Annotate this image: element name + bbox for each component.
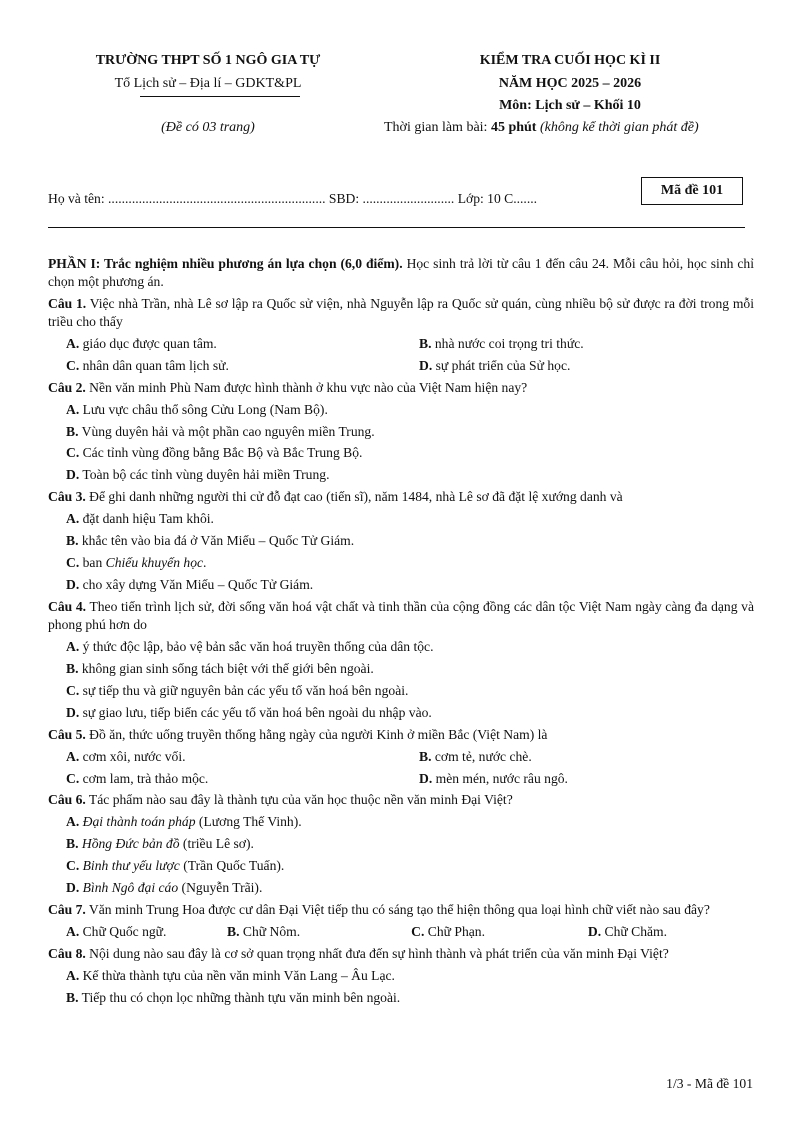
answer-option[interactable] <box>66 424 375 439</box>
option-key: C. <box>66 445 80 461</box>
option-row <box>48 770 754 788</box>
option-cell <box>393 923 570 941</box>
question-text: Nền văn minh Phù Nam được hình thành ở khu vực nào của Việt Nam hiện nay? <box>85 379 528 395</box>
exam-subject: Môn: Lịch sử – Khối 10 <box>499 98 641 113</box>
option-cell <box>401 770 754 788</box>
option-cell <box>48 748 401 766</box>
option-key: D. <box>66 880 80 896</box>
answer-option[interactable] <box>66 836 254 851</box>
option-italic-text: Chiếu khuyến học <box>105 555 204 571</box>
option-text: cơm lam, trà thảo mộc. <box>79 770 209 786</box>
option-key: A. <box>66 638 80 654</box>
option-line <box>48 660 754 678</box>
question <box>48 945 754 963</box>
option-text: Chữ Phạn. <box>424 924 485 940</box>
option-line <box>48 704 754 722</box>
option-line <box>48 857 754 875</box>
answer-option[interactable] <box>66 358 229 373</box>
answer-option[interactable] <box>66 336 217 351</box>
answer-option[interactable] <box>66 467 329 482</box>
question-list <box>48 295 754 1007</box>
answer-option[interactable] <box>66 880 262 895</box>
option-text: ban <box>79 555 106 571</box>
section-heading <box>48 255 754 291</box>
answer-option[interactable] <box>419 749 532 764</box>
option-row <box>48 335 754 353</box>
option-text: đặt danh hiệu Tam khôi. <box>79 511 214 527</box>
option-cell <box>401 748 754 766</box>
option-line <box>48 576 754 594</box>
exam-content <box>48 255 754 1007</box>
option-italic-text: Hồng Đức bản đồ <box>81 836 180 852</box>
department-underline <box>140 96 300 97</box>
option-key: B. <box>66 533 79 549</box>
option-cell <box>48 770 401 788</box>
option-key: B. <box>419 748 432 764</box>
answer-option[interactable] <box>66 402 328 417</box>
question-number: Câu 7. <box>48 902 86 918</box>
option-text: Lưu vực châu thổ sông Cửu Long (Nam Bộ). <box>79 401 328 417</box>
question-number: Câu 3. <box>48 489 86 505</box>
answer-option[interactable] <box>66 661 374 676</box>
option-line <box>48 813 754 831</box>
option-line <box>48 401 754 419</box>
time-value: 45 phút <box>490 120 537 135</box>
question <box>48 726 754 744</box>
option-text: Chữ Chăm. <box>601 924 668 940</box>
option-text: Chữ Quốc ngữ. <box>79 924 167 940</box>
option-italic-text: Binh thư yếu lược <box>82 858 180 874</box>
question-number: Câu 2. <box>48 379 86 395</box>
answer-option[interactable] <box>227 924 300 939</box>
exam-time <box>384 119 764 137</box>
option-text: giáo dục được quan tâm. <box>79 335 217 351</box>
question <box>48 791 754 809</box>
answer-option[interactable] <box>419 336 584 351</box>
option-key: A. <box>66 511 80 527</box>
answer-option[interactable] <box>66 924 166 939</box>
option-text: mèn mén, nước râu ngô. <box>432 770 568 786</box>
option-line <box>48 682 754 700</box>
option-line <box>48 967 754 985</box>
question-number: Câu 5. <box>48 726 86 742</box>
option-text-after: (triều Lê sơ). <box>179 836 254 852</box>
answer-option[interactable] <box>588 924 667 939</box>
question-text: Tác phẩm nào sau đây là thành tựu của văn học thuộc nền văn minh Đại Việt? <box>85 792 513 808</box>
option-text: Chữ Nôm. <box>239 924 301 940</box>
pages-note: (Đề có 03 trang) <box>161 120 255 135</box>
exam-year: NĂM HỌC 2025 – 2026 <box>498 76 642 91</box>
answer-option[interactable] <box>66 749 186 764</box>
option-text-after: (Nguyễn Trãi). <box>178 880 263 896</box>
option-key: D. <box>66 577 80 593</box>
option-italic-text: Bình Ngô đại cáo <box>82 880 179 896</box>
option-key: A. <box>66 401 80 417</box>
option-cell <box>48 335 401 353</box>
question <box>48 901 754 919</box>
option-text-after: (Lương Thế Vinh). <box>195 814 302 830</box>
question <box>48 379 754 397</box>
option-key: A. <box>66 814 80 830</box>
option-key: B. <box>419 335 432 351</box>
time-label: Thời gian làm bài: <box>384 120 491 135</box>
option-text: Tiếp thu có chọn lọc những thành tựu văn minh bên ngoài. <box>78 989 401 1005</box>
option-key: D. <box>66 467 80 483</box>
option-key: D. <box>419 770 433 786</box>
option-text: cho xây dựng Văn Miếu – Quốc Tử Giám. <box>79 577 314 593</box>
answer-option[interactable] <box>66 968 395 983</box>
option-row <box>48 748 754 766</box>
option-key: C. <box>66 357 80 373</box>
option-line <box>48 554 754 572</box>
answer-option[interactable] <box>66 858 284 873</box>
option-text: nhà nước coi trọng tri thức. <box>431 335 584 351</box>
option-key: A. <box>66 967 80 983</box>
section-title: PHẦN I: Trắc nghiệm nhiều phương án lựa chọn (6,0 điểm). <box>48 256 403 271</box>
question <box>48 295 754 331</box>
answer-option[interactable] <box>419 358 570 373</box>
school-name: TRƯỜNG THPT SỐ 1 NGÔ GIA TỰ <box>95 53 321 68</box>
option-text: cơm tẻ, nước chè. <box>431 748 532 764</box>
option-key: C. <box>66 770 80 786</box>
option-line <box>48 423 754 441</box>
option-text: sự giao lưu, tiếp biến các yếu tố văn hoá bên ngoài du nhập vào. <box>79 704 432 720</box>
option-key: D. <box>587 924 602 940</box>
option-key: A. <box>66 748 80 764</box>
option-line <box>48 638 754 656</box>
student-info-line: Họ và tên: ................................................................ SBD: ........................... Lớp: 10 C....... <box>48 191 538 206</box>
option-key: B. <box>66 989 79 1005</box>
option-text: Các tỉnh vùng đồng bằng Bắc Bộ và Bắc Trung Bộ. <box>79 445 363 461</box>
option-key: D. <box>419 357 433 373</box>
option-cell <box>401 335 754 353</box>
question-number: Câu 6. <box>48 792 86 808</box>
question-text: Nội dung nào sau đây là cơ sở quan trọng nhất đưa đến sự hình thành và phát triển của văn minh Đại Việt? <box>85 946 669 961</box>
question-text: Đồ ăn, thức uống truyền thống hằng ngày của người Kinh ở miền Bắc (Việt Nam) là <box>85 726 548 742</box>
question <box>48 598 754 634</box>
option-text-after: (Trần Quốc Tuấn). <box>179 858 285 874</box>
exam-title: KIỂM TRA CUỐI HỌC KÌ II <box>479 53 661 68</box>
option-text: ý thức độc lập, bảo vệ bản sắc văn hoá truyền thống của dân tộc. <box>79 638 434 654</box>
answer-option[interactable] <box>66 990 400 1005</box>
option-text: nhân dân quan tâm lịch sử. <box>79 357 229 373</box>
option-text: không gian sinh sống tách biệt với thế giới bên ngoài. <box>78 660 374 676</box>
exam-code-box: Mã đề 101 <box>641 177 743 205</box>
option-key: A. <box>66 924 80 940</box>
answer-option[interactable] <box>66 639 434 654</box>
answer-option[interactable] <box>66 814 302 829</box>
option-key: B. <box>66 836 79 852</box>
option-text-after: . <box>203 555 207 571</box>
divider <box>48 227 745 228</box>
answer-option[interactable] <box>66 771 208 786</box>
time-note: (không kể thời gian phát đề) <box>536 120 699 135</box>
question-text: Để ghi danh những người thi cử đỗ đạt cao (tiến sĩ), năm 1484, nhà Lê sơ đã đặt lệ xướng danh và <box>85 489 623 505</box>
answer-option[interactable] <box>419 771 568 786</box>
option-key: C. <box>66 682 80 698</box>
option-cell <box>48 923 209 941</box>
answer-option[interactable] <box>66 577 313 592</box>
option-text: sự tiếp thu và giữ nguyên bản các yếu tố văn hoá bên ngoài. <box>79 682 409 698</box>
option-text: khắc tên vào bia đá ở Văn Miếu – Quốc Tử Giám. <box>78 533 355 549</box>
question-number: Câu 8. <box>48 946 86 961</box>
department-name: Tổ Lịch sử – Địa lí – GDKT&PL <box>114 76 302 91</box>
option-key: B. <box>66 423 79 439</box>
answer-option[interactable] <box>66 555 206 570</box>
option-line <box>48 532 754 550</box>
section-instruction: Học sinh trả lời từ câu 1 đến câu 24. Mỗi câu hỏi, học sinh chỉ chọn một phương án. <box>48 256 754 289</box>
option-text: Kế thừa thành tựu của nền văn minh Văn Lang – Âu Lạc. <box>79 967 395 983</box>
question-text: Văn minh Trung Hoa được cư dân Đại Việt tiếp thu có sáng tạo thể hiện thông qua loại hình chữ viết nào sau đây? <box>85 902 710 918</box>
option-text: cơm xôi, nước vối. <box>79 748 186 764</box>
question-text: Việc nhà Trần, nhà Lê sơ lập ra Quốc sử viện, nhà Nguyễn lập ra Quốc sử quán, cùng nhiều bộ sử được ra đời trong mỗi triều cho thấy <box>48 295 754 329</box>
option-cell <box>48 357 401 375</box>
option-line <box>48 835 754 853</box>
option-line <box>48 444 754 462</box>
answer-option[interactable] <box>66 683 408 698</box>
option-italic-text: Đại thành toán pháp <box>82 814 196 830</box>
question <box>48 488 754 506</box>
question-text: Theo tiến trình lịch sử, đời sống văn hoá vật chất và tinh thần của cộng đồng các dân tộc Việt Nam ngày càng đa dạng và phong phú hơn do <box>48 599 754 632</box>
option-key: C. <box>411 924 425 940</box>
option-text: sự phát triển của Sử học. <box>432 357 571 373</box>
option-row <box>48 357 754 375</box>
answer-option[interactable] <box>66 511 214 526</box>
option-text: Vùng duyên hải và một phần cao nguyên miền Trung. <box>78 423 375 439</box>
option-key: D. <box>66 704 80 720</box>
answer-option[interactable] <box>66 445 362 460</box>
option-line <box>48 879 754 897</box>
option-text: Toàn bộ các tỉnh vùng duyên hải miền Trung. <box>79 467 330 483</box>
question-number: Câu 1. <box>48 295 87 311</box>
option-cell <box>570 923 754 941</box>
option-cell <box>401 357 754 375</box>
option-line <box>48 989 754 1007</box>
answer-option[interactable] <box>66 533 354 548</box>
option-key: C. <box>66 858 80 874</box>
answer-option[interactable] <box>411 924 485 939</box>
option-key: B. <box>227 924 240 940</box>
option-line <box>48 510 754 528</box>
option-row <box>48 923 754 941</box>
question-number: Câu 4. <box>48 599 87 614</box>
option-key: A. <box>66 335 80 351</box>
option-line <box>48 466 754 484</box>
option-cell <box>209 923 393 941</box>
page-footer: 1/3 - Mã đề 101 <box>666 1076 753 1091</box>
answer-option[interactable] <box>66 705 432 720</box>
option-key: B. <box>66 660 79 676</box>
option-key: C. <box>66 555 80 571</box>
